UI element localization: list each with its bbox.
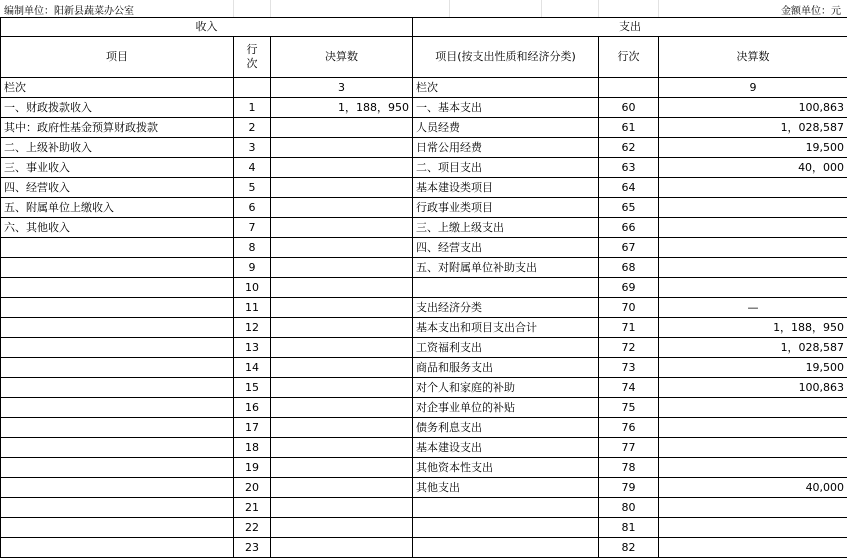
income-line-no-cell: 20 <box>234 478 271 498</box>
income-item-cell <box>1 358 234 378</box>
expense-line-no-cell: 70 <box>599 298 659 318</box>
table-row <box>1 258 847 278</box>
table-row <box>1 178 847 198</box>
income-item-cell <box>1 318 234 338</box>
expense-item-cell: 一、基本支出 <box>413 98 599 118</box>
expense-item-cell: 五、对附属单位补助支出 <box>413 258 599 278</box>
income-amount-cell <box>271 398 413 418</box>
expense-line-no-header: 行次 <box>599 37 659 78</box>
table-row <box>1 98 847 118</box>
income-expense-table <box>0 17 847 558</box>
section-header-row <box>1 18 847 37</box>
table-row <box>1 498 847 518</box>
income-line-no-cell: 8 <box>234 238 271 258</box>
income-item-cell <box>1 438 234 458</box>
table-row <box>1 138 847 158</box>
compiling-unit-label: 编制单位：阳新县蔬菜办公室 <box>4 2 134 17</box>
expense-item-cell: 对个人和家庭的补助 <box>413 378 599 398</box>
income-section-title: 收入 <box>1 18 413 37</box>
table-row <box>1 358 847 378</box>
income-item-cell: 六、其他收入 <box>1 218 234 238</box>
income-amount-cell <box>271 218 413 238</box>
table-row <box>1 278 847 298</box>
expense-amount-cell: — <box>659 298 847 318</box>
income-line-no-cell: 12 <box>234 318 271 338</box>
table-row <box>1 478 847 498</box>
income-item-cell <box>1 518 234 538</box>
income-amount-cell <box>271 298 413 318</box>
expense-item-cell: 人员经费 <box>413 118 599 138</box>
income-item-cell: 一、财政拨款收入 <box>1 98 234 118</box>
income-line-no-cell: 13 <box>234 338 271 358</box>
income-item-cell: 二、上级补助收入 <box>1 138 234 158</box>
income-amount-cell <box>271 238 413 258</box>
expense-line-no-cell: 68 <box>599 258 659 278</box>
column-header-row <box>1 37 847 78</box>
income-line-no-cell: 14 <box>234 358 271 378</box>
expense-amount-cell: 100,863 <box>659 98 847 118</box>
gridline <box>233 0 234 17</box>
expense-item-cell: 其他资本性支出 <box>413 458 599 478</box>
expense-amount-cell: 1，188，950 <box>659 318 847 338</box>
expense-amount-cell <box>659 178 847 198</box>
table-row <box>1 378 847 398</box>
expense-item-cell <box>413 278 599 298</box>
expense-amount-cell <box>659 418 847 438</box>
income-line-no-cell: 16 <box>234 398 271 418</box>
report-header-bar <box>0 0 847 17</box>
table-row <box>1 338 847 358</box>
expense-amount-cell: 19,500 <box>659 138 847 158</box>
expense-amount-cell <box>659 438 847 458</box>
income-item-cell: 五、附属单位上缴收入 <box>1 198 234 218</box>
income-line-no-cell: 23 <box>234 538 271 558</box>
expense-item-cell: 四、经营支出 <box>413 238 599 258</box>
income-amount-cell <box>271 318 413 338</box>
expense-line-no-cell: 63 <box>599 158 659 178</box>
income-line-no-cell: 11 <box>234 298 271 318</box>
income-line-no-cell: 1 <box>234 98 271 118</box>
expense-line-no-cell: 72 <box>599 338 659 358</box>
gridline <box>541 0 542 17</box>
expense-item-cell: 行政事业类项目 <box>413 198 599 218</box>
expense-amount-cell <box>659 458 847 478</box>
expense-item-cell: 二、项目支出 <box>413 158 599 178</box>
expense-line-no-cell: 66 <box>599 218 659 238</box>
income-amount-cell <box>271 358 413 378</box>
income-lanci-empty <box>234 78 271 98</box>
expense-line-no-cell: 74 <box>599 378 659 398</box>
expense-line-no-cell: 65 <box>599 198 659 218</box>
income-item-cell <box>1 418 234 438</box>
gridline <box>449 0 450 17</box>
income-amount-cell <box>271 138 413 158</box>
income-line-no-cell: 5 <box>234 178 271 198</box>
gridline <box>658 0 659 17</box>
expense-item-cell: 基本建设类项目 <box>413 178 599 198</box>
income-line-no-cell: 6 <box>234 198 271 218</box>
expense-item-cell: 其他支出 <box>413 478 599 498</box>
income-line-no-cell: 19 <box>234 458 271 478</box>
expense-item-cell: 商品和服务支出 <box>413 358 599 378</box>
income-item-cell <box>1 458 234 478</box>
income-amount-cell <box>271 258 413 278</box>
income-item-cell <box>1 338 234 358</box>
expense-line-no-cell: 60 <box>599 98 659 118</box>
income-item-cell <box>1 258 234 278</box>
expense-amount-cell <box>659 198 847 218</box>
currency-unit-label: 金额单位：元 <box>781 2 841 17</box>
expense-line-no-cell: 75 <box>599 398 659 418</box>
expense-item-cell: 日常公用经费 <box>413 138 599 158</box>
income-amount-header: 决算数 <box>271 37 413 78</box>
expense-line-no-cell: 69 <box>599 278 659 298</box>
income-item-cell <box>1 378 234 398</box>
income-item-cell <box>1 478 234 498</box>
income-line-no-header <box>234 37 271 78</box>
table-row <box>1 218 847 238</box>
table-row <box>1 118 847 138</box>
income-item-cell <box>1 238 234 258</box>
income-item-cell <box>1 398 234 418</box>
expense-item-cell: 基本支出和项目支出合计 <box>413 318 599 338</box>
line-no-header-top: 行 <box>245 43 259 57</box>
table-row <box>1 438 847 458</box>
table-row <box>1 298 847 318</box>
column-index-row <box>1 78 847 98</box>
expense-line-no-cell: 78 <box>599 458 659 478</box>
expense-item-header: 项目(按支出性质和经济分类) <box>413 37 599 78</box>
income-amount-cell <box>271 378 413 398</box>
expense-item-cell: 对企事业单位的补贴 <box>413 398 599 418</box>
expense-amount-cell <box>659 398 847 418</box>
gridline <box>270 0 271 17</box>
expense-lanci-label: 栏次 <box>413 78 599 98</box>
expense-line-no-cell: 71 <box>599 318 659 338</box>
expense-line-no-cell: 73 <box>599 358 659 378</box>
expense-amount-cell <box>659 218 847 238</box>
income-item-cell <box>1 278 234 298</box>
income-item-header: 项目 <box>1 37 234 78</box>
income-amount-cell <box>271 178 413 198</box>
expense-item-cell <box>413 518 599 538</box>
income-line-no-cell: 7 <box>234 218 271 238</box>
expense-amount-cell: 40，000 <box>659 158 847 178</box>
income-line-no-cell: 18 <box>234 438 271 458</box>
expense-lanci-value: 9 <box>659 78 847 98</box>
expense-line-no-cell: 62 <box>599 138 659 158</box>
income-amount-cell <box>271 198 413 218</box>
table-row <box>1 318 847 338</box>
table-row <box>1 398 847 418</box>
expense-item-cell: 基本建设支出 <box>413 438 599 458</box>
income-line-no-cell: 9 <box>234 258 271 278</box>
income-amount-cell <box>271 418 413 438</box>
income-amount-cell <box>271 498 413 518</box>
table-row <box>1 158 847 178</box>
expense-section-title: 支出 <box>413 18 847 37</box>
expense-item-cell: 支出经济分类 <box>413 298 599 318</box>
gridline <box>598 0 599 17</box>
expense-amount-cell <box>659 518 847 538</box>
income-line-no-cell: 10 <box>234 278 271 298</box>
income-item-cell: 四、经营收入 <box>1 178 234 198</box>
income-lanci-label: 栏次 <box>1 78 234 98</box>
expense-line-no-cell: 79 <box>599 478 659 498</box>
table-row <box>1 198 847 218</box>
income-amount-cell <box>271 118 413 138</box>
expense-line-no-cell: 82 <box>599 538 659 558</box>
income-amount-cell <box>271 458 413 478</box>
expense-amount-cell: 1，028,587 <box>659 118 847 138</box>
expense-item-cell <box>413 498 599 518</box>
table-row <box>1 518 847 538</box>
expense-amount-cell: 40,000 <box>659 478 847 498</box>
expense-line-no-cell: 77 <box>599 438 659 458</box>
income-amount-cell <box>271 518 413 538</box>
income-item-cell: 其中：政府性基金预算财政拨款 <box>1 118 234 138</box>
expense-item-cell: 三、上缴上级支出 <box>413 218 599 238</box>
expense-amount-cell: 19,500 <box>659 358 847 378</box>
expense-item-cell: 债务利息支出 <box>413 418 599 438</box>
income-line-no-cell: 17 <box>234 418 271 438</box>
expense-amount-cell <box>659 258 847 278</box>
income-amount-cell <box>271 478 413 498</box>
expense-amount-header: 决算数 <box>659 37 847 78</box>
income-item-cell: 三、事业收入 <box>1 158 234 178</box>
expense-line-no-cell: 76 <box>599 418 659 438</box>
expense-line-no-cell: 61 <box>599 118 659 138</box>
income-line-no-cell: 3 <box>234 138 271 158</box>
expense-amount-cell: 100,863 <box>659 378 847 398</box>
income-amount-cell: 1，188，950 <box>271 98 413 118</box>
income-amount-cell <box>271 438 413 458</box>
expense-line-no-cell: 67 <box>599 238 659 258</box>
expense-amount-cell: 1，028,587 <box>659 338 847 358</box>
expense-line-no-cell: 80 <box>599 498 659 518</box>
income-line-no-cell: 22 <box>234 518 271 538</box>
income-line-no-cell: 15 <box>234 378 271 398</box>
income-item-cell <box>1 298 234 318</box>
income-line-no-cell: 2 <box>234 118 271 138</box>
income-lanci-value: 3 <box>271 78 413 98</box>
income-amount-cell <box>271 278 413 298</box>
expense-line-no-cell: 64 <box>599 178 659 198</box>
table-row <box>1 458 847 478</box>
table-row <box>1 238 847 258</box>
expense-line-no-cell: 81 <box>599 518 659 538</box>
table-row <box>1 418 847 438</box>
income-amount-cell <box>271 338 413 358</box>
expense-amount-cell <box>659 498 847 518</box>
line-no-header-bottom: 次 <box>245 57 259 71</box>
expense-lanci-empty <box>599 78 659 98</box>
income-line-no-cell: 21 <box>234 498 271 518</box>
expense-amount-cell <box>659 278 847 298</box>
income-amount-cell <box>271 158 413 178</box>
income-line-no-cell: 4 <box>234 158 271 178</box>
income-item-cell <box>1 498 234 518</box>
expense-amount-cell <box>659 238 847 258</box>
expense-item-cell: 工资福利支出 <box>413 338 599 358</box>
